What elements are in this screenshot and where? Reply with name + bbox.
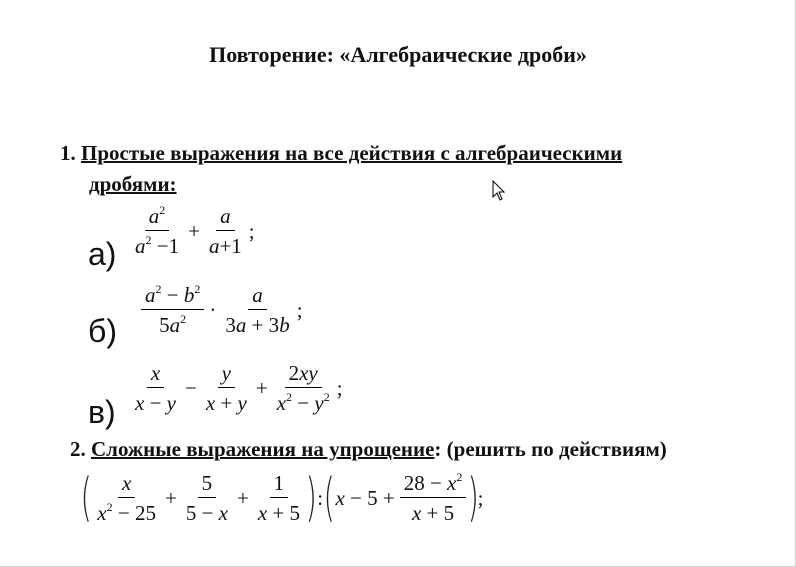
section-1-heading [60, 141, 622, 166]
section-2-heading: 2. Сложные выражения на упрощение: (решить по действиям) [70, 437, 667, 461]
section-2-heading-text: Сложные выражения на упрощение [91, 437, 435, 461]
section-2-note: (решить по действиям) [446, 437, 667, 461]
expression-a: $a^2$ $a^2 -1$ + $\frac{a}{a+1}$ ; [135, 203, 255, 259]
section-1-heading-line1: Простые выражения на все действия с алгебраическими [81, 141, 623, 165]
page-title: Повторение: «Алгебраические дроби» [209, 42, 587, 67]
mouse-pointer-icon [492, 180, 506, 202]
item-v-label: в) [88, 394, 116, 430]
expression-v: x x − y − $\frac{y}{x + y}$ + $\frac{2xy}{x^2 - y^2}$ ; [135, 361, 343, 416]
item-a-label: а) [88, 236, 117, 272]
expression-2: ( x $x^2 - 25$ + $\frac{5}{5 - x}$ + $\frac{1}{x + 5}$ ) : ( x − 5 + $\frac{28 - x^2}{x + 5}$ ) ; [80, 468, 484, 529]
item-b-label: б) [88, 313, 117, 349]
section-2-number: 2. [70, 437, 86, 461]
section-1-number: 1. [60, 141, 76, 165]
section-1-heading-cont [89, 172, 177, 197]
section-1-heading-line2: дробями: [89, 172, 177, 196]
expression-b: $a^2 - b^2$ $5a^2$ · a 3a + 3b ; [138, 282, 303, 339]
